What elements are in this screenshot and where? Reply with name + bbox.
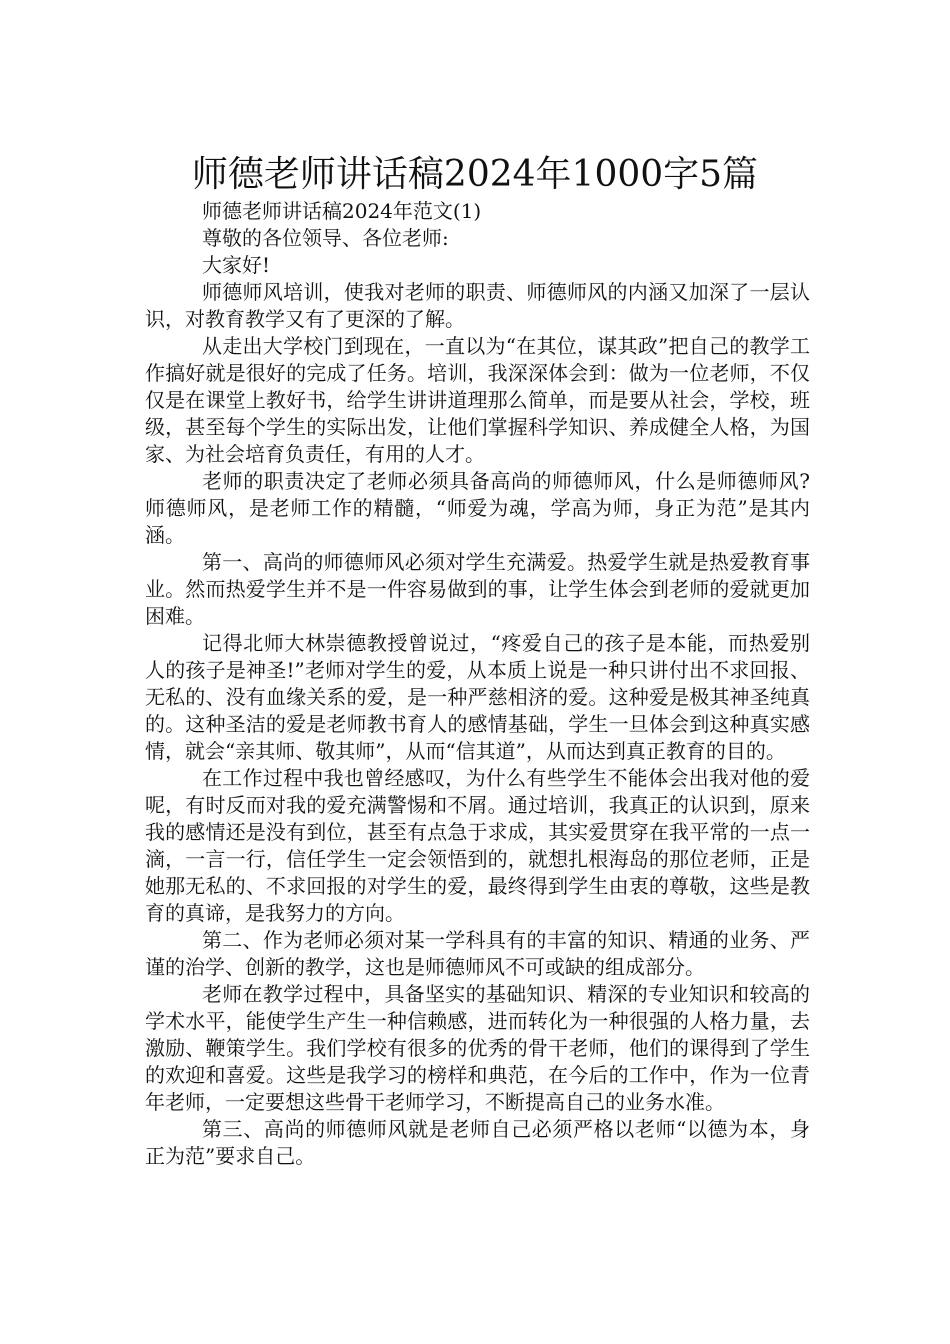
- paragraph: 第二、作为老师必须对某一学科具有的丰富的知识、精通的业务、严谨的治学、创新的教学，这也是师德师风不可或缺的组成部分。: [145, 928, 810, 979]
- paragraph: 老师的职责决定了老师必须具备高尚的师德师风，什么是师德师风?师德师风，是老师工作的精髓，“师爱为魂，学高为师，身正为范”是其内涵。: [145, 469, 810, 547]
- paragraph: 从走出大学校门到现在，一直以为“在其位，谋其政”把自己的教学工作搞好就是很好的完成了任务。培训，我深深体会到：做为一位老师，不仅仅是在课堂上教好书，给学生讲讲道理那么简单，而是要从社会，学校，班级，甚至每个学生的实际出发，让他们掌握科学知识、养成健全人格，为国家、为社会培育负责任，有用的人才。: [145, 334, 810, 466]
- paragraph: 尊敬的各位领导、各位老师:: [202, 226, 449, 250]
- paragraph: 师德老师讲话稿2024年范文(1): [202, 199, 482, 223]
- paragraph: 师德师风培训，使我对老师的职责、师德师风的内涵又加深了一层认识，对教育教学又有了更深的了解。: [145, 280, 810, 331]
- paragraph: 老师在教学过程中，具备坚实的基础知识、精深的专业知识和较高的学术水平，能使学生产生一种信赖感，进而转化为一种很强的人格力量，去激励、鞭策学生。我们学校有很多的优秀的骨干老师，他们的课得到了学生的欢迎和喜爱。这些是我学习的榜样和典范，在今后的工作中，作为一位青年老师，一定要想这些骨干老师学习，不断提高自己的业务水准。: [145, 982, 810, 1114]
- document-body: [145, 198, 810, 1170]
- paragraph: 第一、高尚的师德师风必须对学生充满爱。热爱学生就是热爱教育事业。然而热爱学生并不是一件容易做到的事，让学生体会到老师的爱就更加困难。: [145, 550, 810, 628]
- paragraph: 大家好!: [202, 253, 271, 277]
- paragraph: 在工作过程中我也曾经感叹，为什么有些学生不能体会出我对他的爱呢，有时反而对我的爱充满警惕和不屑。通过培训，我真正的认识到，原来我的感情还是没有到位，甚至有点急于求成，其实爱贯穿在我平常的一点一滴，一言一行，信任学生一定会领悟到的，就想扎根海岛的那位老师，正是她那无私的、不求回报的对学生的爱，最终得到学生由衷的尊敬，这些是教育的真谛，是我努力的方向。: [145, 766, 810, 925]
- paragraph: 记得北师大林崇德教授曾说过，“疼爱自己的孩子是本能，而热爱别人的孩子是神圣!”老师对学生的爱，从本质上说是一种只讲付出不求回报、无私的、没有血缘关系的爱，是一种严慈相济的爱。这种爱是极其神圣纯真的。这种圣洁的爱是老师教书育人的感情基础，学生一旦体会到这种真实感情，就会“亲其师、敬其师”，从而“信其道”，从而达到真正教育的目的。: [145, 631, 810, 763]
- document-title: 师德老师讲话稿2024年1000字5篇: [191, 154, 759, 196]
- paragraph: 第三、高尚的师德师风就是老师自己必须严格以老师“以德为本，身正为范”要求自己。: [145, 1117, 810, 1168]
